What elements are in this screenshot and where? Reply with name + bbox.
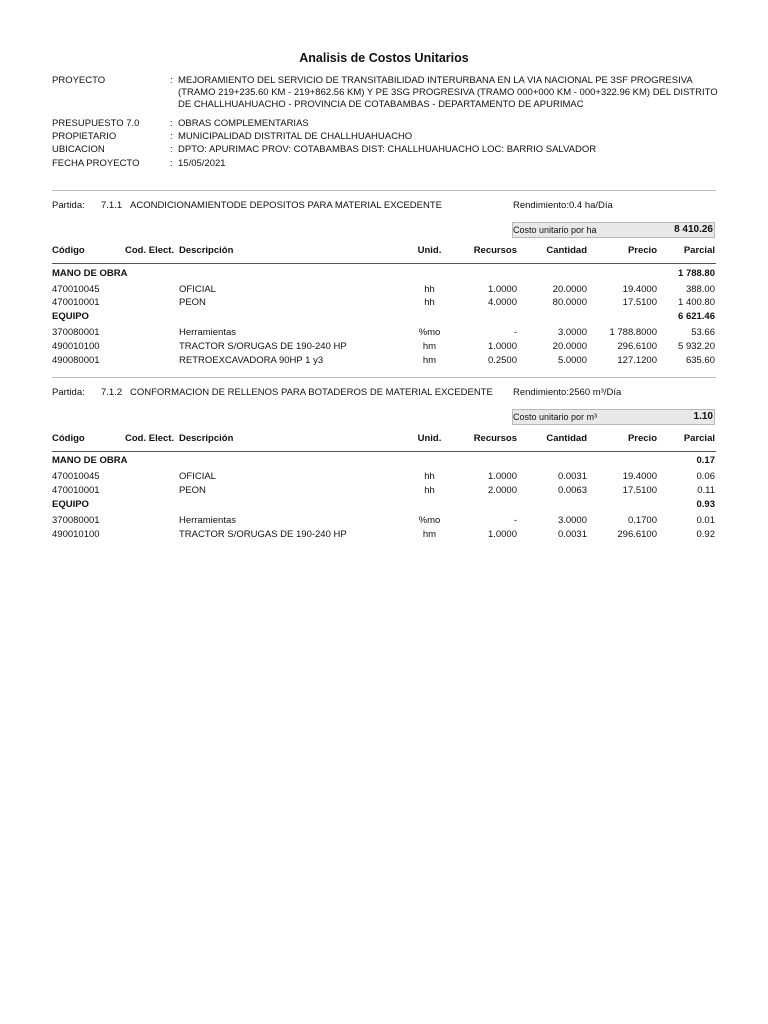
cell-codigo: 370080001: [52, 327, 100, 338]
table-header: [52, 433, 716, 452]
unit-cost-value: 1.10: [693, 411, 713, 422]
table-row: [52, 471, 716, 483]
cell-unid: %mo: [418, 327, 441, 338]
cell-descripcion: Herramientas: [179, 327, 237, 338]
partida-description: ACONDICIONAMIENTODE DEPOSITOS PARA MATERIAL EXCEDENTE: [130, 200, 442, 211]
cell-parcial: 0.06: [696, 471, 715, 482]
cell-recursos: -: [513, 515, 517, 526]
cell-descripcion: OFICIAL: [179, 471, 216, 482]
group-total: 0.17: [696, 455, 715, 466]
cell-precio: 0.1700: [627, 515, 657, 526]
cell-recursos: 1.0000: [487, 341, 517, 352]
header-colon: :: [170, 75, 173, 86]
table-row: [52, 284, 716, 296]
col-codigo: Código: [52, 433, 85, 444]
partida-number: 7.1.1: [101, 200, 123, 211]
cell-cantidad: 0.0031: [557, 471, 587, 482]
col-cantidad: Cantidad: [546, 245, 587, 256]
header-value: MUNICIPALIDAD DISTRITAL DE CHALLHUAHUACHO: [178, 131, 413, 142]
unit-cost-label: Costo unitario por ha: [513, 225, 597, 235]
cell-parcial: 5 932.20: [678, 341, 715, 352]
group-name: MANO DE OBRA: [52, 268, 128, 279]
group-row: [52, 311, 716, 323]
cell-cantidad: 0.0031: [557, 529, 587, 540]
header-label: FECHA PROYECTO: [52, 158, 140, 169]
cell-descripcion: PEON: [179, 485, 206, 496]
group-total: 6 621.46: [678, 311, 715, 322]
col-parcial: Parcial: [683, 245, 715, 256]
col-unid: Unid.: [417, 245, 442, 256]
cell-codigo: 490080001: [52, 355, 100, 366]
cell-recursos: 4.0000: [487, 297, 517, 308]
col-unid: Unid.: [417, 433, 442, 444]
col-cantidad: Cantidad: [546, 433, 587, 444]
header-row-proyecto: [52, 75, 722, 111]
cell-codigo: 470010001: [52, 297, 100, 308]
unit-cost-label: Costo unitario por m³: [513, 412, 598, 422]
partida-rendimiento: Rendimiento:0.4 ha/Día: [513, 200, 613, 211]
cell-precio: 17.5100: [622, 485, 657, 496]
table-row: [52, 485, 716, 497]
header-label: PRESUPUESTO 7.0: [52, 118, 140, 129]
col-codigo: Código: [52, 245, 85, 256]
cell-cantidad: 5.0000: [557, 355, 587, 366]
cell-parcial: 388.00: [685, 284, 715, 295]
cell-unid: hh: [424, 485, 435, 496]
group-total: 0.93: [696, 499, 715, 510]
table-header: [52, 245, 716, 264]
table-row: [52, 515, 716, 527]
col-cod-elect: Cod. Elect.: [125, 245, 175, 256]
cell-descripcion: TRACTOR S/ORUGAS DE 190-240 HP: [179, 529, 347, 540]
group-total: 1 788.80: [678, 268, 715, 279]
cell-recursos: 0.2500: [487, 355, 517, 366]
cell-descripcion: PEON: [179, 297, 206, 308]
group-name: MANO DE OBRA: [52, 455, 128, 466]
group-row: [52, 268, 716, 280]
cell-codigo: 470010045: [52, 471, 100, 482]
header-value: 15/05/2021: [178, 158, 226, 169]
cell-recursos: 1.0000: [487, 284, 517, 295]
cell-unid: hh: [424, 297, 435, 308]
cell-unid: hm: [422, 355, 437, 366]
page-title: Analisis de Costos Unitarios: [299, 51, 469, 65]
group-row: [52, 499, 716, 511]
cell-unid: hh: [424, 284, 435, 295]
col-descripcion: Descripción: [179, 245, 234, 256]
cell-recursos: 1.0000: [487, 471, 517, 482]
cell-codigo: 470010045: [52, 284, 100, 295]
partida-header: [52, 387, 716, 399]
cell-parcial: 0.92: [696, 529, 715, 540]
table-row: [52, 355, 716, 367]
cell-recursos: -: [513, 327, 517, 338]
unit-cost-box: [512, 222, 715, 238]
cell-cantidad: 3.0000: [557, 327, 587, 338]
cell-recursos: 1.0000: [487, 529, 517, 540]
section-divider: [52, 377, 716, 378]
cell-precio: 19.4000: [622, 284, 657, 295]
table-row: [52, 341, 716, 353]
header-label: PROYECTO: [52, 75, 106, 86]
header-value: OBRAS COMPLEMENTARIAS: [178, 118, 309, 129]
cell-unid: hm: [422, 341, 437, 352]
header-label: PROPIETARIO: [52, 131, 117, 142]
cell-unid: hh: [424, 471, 435, 482]
cell-parcial: 635.60: [685, 355, 715, 366]
partida-number: 7.1.2: [101, 387, 123, 398]
cell-precio: 19.4000: [622, 471, 657, 482]
cell-descripcion: TRACTOR S/ORUGAS DE 190-240 HP: [179, 341, 347, 352]
partida-label: Partida:: [52, 387, 85, 398]
cell-cantidad: 20.0000: [552, 341, 587, 352]
section-divider: [52, 190, 716, 191]
table-row: [52, 327, 716, 339]
cell-cantidad: 0.0063: [557, 485, 587, 496]
cell-precio: 296.6100: [617, 341, 657, 352]
header-colon: :: [170, 131, 173, 142]
header-value: MEJORAMIENTO DEL SERVICIO DE TRANSITABILIDAD INTERURBANA EN LA VIA NACIONAL PE 3SF PROGRESIVA (TRAMO 219+235.60 KM - 219+862.56 KM) Y PE 3SG PROGRESIVA (TRAMO 000+000 KM - 000+322.96 KM) DEL DISTRITO DE CHALLHUAHUACHO - PROVINCIA DE COTABAMBAS - DEPARTAMENTO DE APURIMAC: [178, 75, 718, 110]
cell-descripcion: Herramientas: [179, 515, 237, 526]
col-recursos: Recursos: [473, 433, 517, 444]
group-row: [52, 455, 716, 467]
col-precio: Precio: [627, 433, 657, 444]
cell-parcial: 53.66: [691, 327, 715, 338]
cell-precio: 1 788.8000: [609, 327, 657, 338]
table-row: [52, 297, 716, 309]
header-colon: :: [170, 144, 173, 155]
cell-descripcion: RETROEXCAVADORA 90HP 1 y3: [179, 355, 324, 366]
cell-cantidad: 80.0000: [552, 297, 587, 308]
cell-precio: 127.1200: [617, 355, 657, 366]
col-cod-elect: Cod. Elect.: [125, 433, 175, 444]
cell-unid: %mo: [418, 515, 441, 526]
partida-rendimiento: Rendimiento:2560 m³/Día: [513, 387, 622, 398]
header-value: DPTO: APURIMAC PROV: COTABAMBAS DIST: CHALLHUAHUACHO LOC: BARRIO SALVADOR: [178, 144, 597, 155]
header-label: UBICACION: [52, 144, 105, 155]
cell-cantidad: 20.0000: [552, 284, 587, 295]
cell-codigo: 490010100: [52, 529, 100, 540]
group-name: EQUIPO: [52, 311, 89, 322]
cell-codigo: 370080001: [52, 515, 100, 526]
col-recursos: Recursos: [473, 245, 517, 256]
cell-descripcion: OFICIAL: [179, 284, 216, 295]
col-parcial: Parcial: [683, 433, 715, 444]
header-colon: :: [170, 158, 173, 169]
cell-parcial: 1 400.80: [678, 297, 715, 308]
partida-label: Partida:: [52, 200, 85, 211]
table-row: [52, 529, 716, 541]
group-name: EQUIPO: [52, 499, 89, 510]
unit-cost-value: 8 410.26: [674, 224, 713, 235]
col-descripcion: Descripción: [179, 433, 234, 444]
cell-parcial: 0.11: [697, 485, 715, 496]
cell-unid: hm: [422, 529, 437, 540]
unit-cost-box: [512, 409, 715, 425]
cell-precio: 296.6100: [617, 529, 657, 540]
cell-codigo: 470010001: [52, 485, 100, 496]
cell-parcial: 0.01: [696, 515, 715, 526]
header-colon: :: [170, 118, 173, 129]
cell-cantidad: 3.0000: [557, 515, 587, 526]
col-precio: Precio: [627, 245, 657, 256]
partida-header: [52, 200, 716, 212]
cell-codigo: 490010100: [52, 341, 100, 352]
partida-description: CONFORMACION DE RELLENOS PARA BOTADEROS DE MATERIAL EXCEDENTE: [130, 387, 493, 398]
cell-precio: 17.5100: [622, 297, 657, 308]
cell-recursos: 2.0000: [487, 485, 517, 496]
